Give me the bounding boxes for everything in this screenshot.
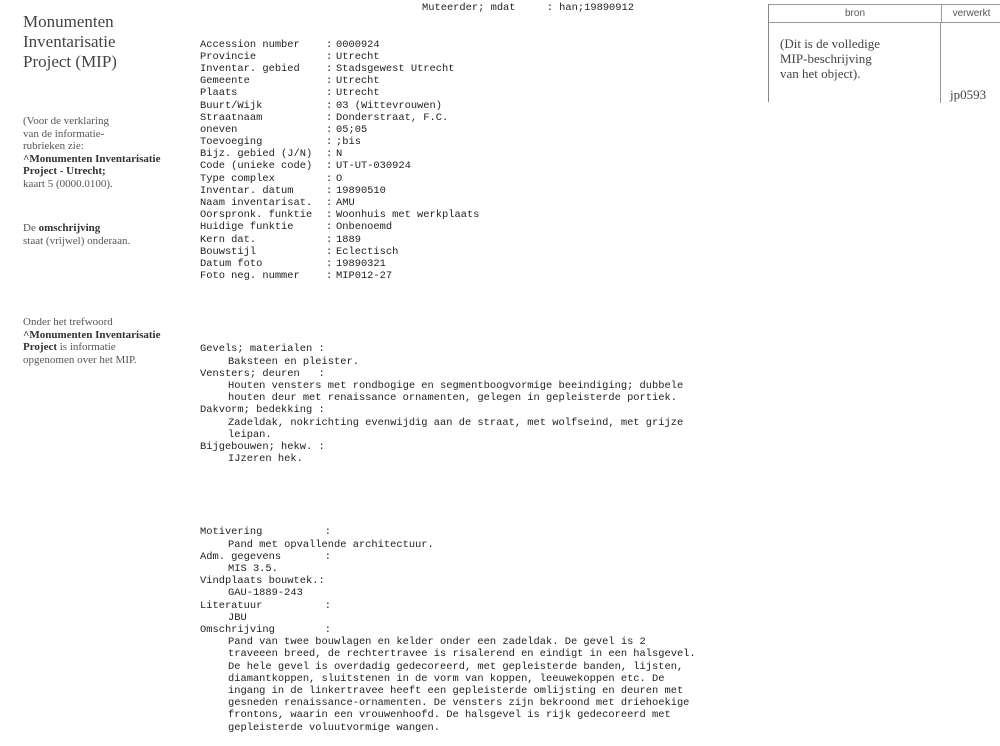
- section-list: [200, 526, 740, 733]
- record-field: [200, 209, 740, 221]
- section-heading: Adm. gegevens :: [200, 550, 331, 563]
- field-separator: :: [326, 136, 333, 149]
- verwerkt-cell: jp0593: [950, 87, 987, 102]
- record-field: [200, 51, 740, 63]
- keyword-note: [23, 316, 188, 366]
- section-text: Baksteen en pleister.: [228, 355, 359, 368]
- field-value: AMU: [336, 197, 355, 210]
- record-field: [200, 112, 740, 124]
- field-separator: :: [326, 233, 333, 246]
- field-label: Datum foto: [200, 257, 263, 270]
- field-value: Stadsgewest Utrecht: [336, 62, 455, 75]
- reference-link[interactable]: Project: [23, 341, 57, 353]
- verwerkt-header: verwerkt: [952, 8, 991, 19]
- section-text: De hele gevel is overdadig gedecoreerd, met gepleisterde banden, lijsten,: [228, 660, 684, 673]
- field-label: Bouwstijl: [200, 245, 257, 258]
- title-line: Inventarisatie: [23, 32, 116, 51]
- record-field: [200, 148, 740, 160]
- section-text: houten deur met renaissance ornamenten, gelegen in gepleisterde portiek.: [228, 392, 677, 405]
- field-separator: :: [326, 245, 333, 258]
- record-field: [200, 185, 740, 197]
- field-label: Naam inventarisat.: [200, 197, 313, 210]
- sidebar: [23, 12, 183, 366]
- field-separator: :: [326, 75, 333, 88]
- reference-link[interactable]: ^Monumenten Inventarisatie: [23, 152, 161, 165]
- record-field: [200, 124, 740, 136]
- field-separator: :: [326, 148, 333, 161]
- field-value: Onbenoemd: [336, 221, 393, 234]
- field-separator: :: [326, 209, 333, 222]
- bron-text: MIP-beschrijving: [780, 51, 872, 66]
- field-value: 19890321: [336, 257, 386, 270]
- field-label: Inventar. datum: [200, 184, 294, 197]
- note-text: Onder het trefwoord: [23, 316, 113, 328]
- field-separator: :: [326, 270, 333, 283]
- section-heading: Bijgebouwen; hekw. :: [200, 440, 325, 453]
- section-text: IJzeren hek.: [228, 453, 303, 466]
- field-value: Utrecht: [336, 87, 380, 100]
- field-value: 0000924: [336, 38, 380, 51]
- field-value: 19890510: [336, 184, 386, 197]
- section-heading: Dakvorm; bedekking :: [200, 404, 325, 417]
- record-field: [200, 136, 740, 148]
- bron-text: (Dit is de volledige: [780, 36, 881, 51]
- record-field: [200, 234, 740, 246]
- note-text: opgenomen over het MIP.: [23, 353, 137, 366]
- note-text: De: [23, 222, 39, 234]
- section-text: leipan.: [228, 428, 272, 441]
- field-label: Accession number: [200, 38, 300, 51]
- field-list: [200, 39, 740, 283]
- field-separator: :: [326, 50, 333, 63]
- section-text: Pand met opvallende architectuur.: [228, 538, 434, 551]
- bron-text: van het object).: [780, 66, 861, 81]
- field-label: Gemeente: [200, 75, 250, 88]
- note-keyword: omschrijving: [38, 222, 101, 234]
- field-label: Toevoeging: [200, 136, 263, 149]
- field-separator: :: [326, 257, 333, 270]
- section-text: diamantkoppen, sluitstenen in de vorm van koppen, leeuwekoppen etc. De: [228, 672, 665, 685]
- field-separator: :: [326, 99, 333, 112]
- source-box-body: [769, 23, 1000, 103]
- field-value: Eclectisch: [336, 245, 399, 258]
- field-separator: :: [326, 87, 333, 100]
- section-heading: Gevels; materialen :: [200, 343, 325, 356]
- field-value: Utrecht: [336, 50, 380, 63]
- field-separator: :: [326, 123, 333, 136]
- title-line: Project (MIP): [23, 52, 117, 71]
- note-text: rubrieken zie:: [23, 140, 84, 152]
- section-list: [200, 343, 740, 465]
- field-value: ;bis: [336, 136, 361, 149]
- field-separator: :: [326, 172, 333, 185]
- field-separator: :: [326, 184, 333, 197]
- field-separator: :: [326, 62, 333, 75]
- note-text: staat (vrijwel) onderaan.: [23, 234, 131, 247]
- section-text: JBU: [228, 611, 247, 624]
- field-value: 03 (Wittevrouwen): [336, 99, 443, 112]
- section-heading: Omschrijving :: [200, 624, 331, 637]
- field-value: 05;05: [336, 123, 368, 136]
- record-field: [200, 63, 740, 75]
- record-field: [200, 270, 740, 282]
- app-title: [23, 12, 183, 72]
- mip-record: [200, 2, 740, 746]
- field-value: Utrecht: [336, 75, 380, 88]
- field-value: UT-UT-030924: [336, 160, 411, 173]
- field-label: Bijz. gebied (J/N): [200, 148, 313, 161]
- record-field: [200, 197, 740, 209]
- source-box: [768, 4, 1000, 102]
- field-value: Woonhuis met werkplaats: [336, 209, 480, 222]
- field-separator: :: [326, 160, 333, 173]
- section-text: gepleisterde voluutvormige wangen.: [228, 721, 441, 734]
- record-field: [200, 173, 740, 185]
- bron-header: bron: [769, 5, 942, 22]
- section-heading: Literatuur :: [200, 599, 331, 612]
- field-separator: :: [326, 221, 333, 234]
- record-field: [200, 75, 740, 87]
- field-label: Code (unieke code): [200, 160, 313, 173]
- section-heading: Vindplaats bouwtek.:: [200, 575, 325, 588]
- field-label: Type complex: [200, 172, 275, 185]
- note-text: kaart 5 (0000.0100).: [23, 177, 113, 190]
- field-separator: :: [326, 38, 333, 51]
- reference-link[interactable]: Project - Utrecht;: [23, 165, 106, 177]
- section-heading: Motivering :: [200, 526, 331, 539]
- record-field: [200, 246, 740, 258]
- title-line: Monumenten: [23, 12, 114, 31]
- record-field: [200, 39, 740, 51]
- section-text: MIS 3.5.: [228, 563, 278, 575]
- reference-link[interactable]: ^Monumenten Inventarisatie: [23, 328, 161, 341]
- field-label: Huidige funktie: [200, 221, 294, 234]
- legend-note: [23, 115, 188, 190]
- field-label: Inventar. gebied: [200, 62, 300, 75]
- note-text: is informatie: [57, 341, 116, 353]
- record-field: [200, 221, 740, 233]
- record-field: [200, 258, 740, 270]
- description-note: [23, 222, 188, 247]
- section-text: gesneden renaissance-ornamenten. De vensters zijn bekroond met driehoekige: [228, 697, 690, 710]
- field-label: Kern dat.: [200, 233, 257, 246]
- field-separator: :: [326, 197, 333, 210]
- field-label: Buurt/Wijk: [200, 99, 263, 112]
- field-label: Foto neg. nummer: [200, 270, 300, 283]
- record-field: [200, 160, 740, 172]
- section-text: Pand van twee bouwlagen en kelder onder een zadeldak. De gevel is 2: [228, 636, 646, 649]
- field-label: Straatnaam: [200, 111, 263, 124]
- field-label: Provincie: [200, 50, 257, 63]
- field-value: Donderstraat, F.C.: [336, 111, 449, 124]
- note-text: (Voor de verklaring: [23, 115, 109, 127]
- record-field: [200, 100, 740, 112]
- section-text: traveeen breed, de rechtertravee is risalerend en eindigt in een halsgevel.: [228, 648, 696, 661]
- note-text: van de informatie-: [23, 127, 105, 140]
- section-text: Zadeldak, nokrichting evenwijdig aan de straat, met wolfseind, met grijze: [228, 416, 684, 429]
- section-text: ingang in de linkertravee heeft een gepleisterde omlijsting en deuren met: [228, 685, 684, 698]
- source-box-header: [769, 4, 1000, 23]
- bron-cell: [769, 23, 941, 103]
- field-value: MIP012-27: [336, 270, 393, 283]
- mutation-info: Muteerder; mdat : han;19890912: [422, 2, 635, 14]
- field-label: oneven: [200, 123, 238, 136]
- section-heading: Vensters; deuren :: [200, 367, 325, 380]
- field-value: O: [336, 172, 343, 185]
- field-value: N: [336, 148, 343, 161]
- field-label: Plaats: [200, 87, 238, 100]
- section-text: GAU-1889-243: [228, 587, 303, 600]
- field-value: 1889: [336, 233, 361, 246]
- record-field: [200, 87, 740, 99]
- field-separator: :: [326, 111, 333, 124]
- field-label: Oorspronk. funktie: [200, 209, 313, 222]
- section-text: Houten vensters met rondbogige en segmentboogvormige beeindiging; dubbele: [228, 379, 684, 392]
- section-text: frontons, waarin een vrouwenhoofd. De halsgevel is rijk gedecoreerd met: [228, 709, 671, 722]
